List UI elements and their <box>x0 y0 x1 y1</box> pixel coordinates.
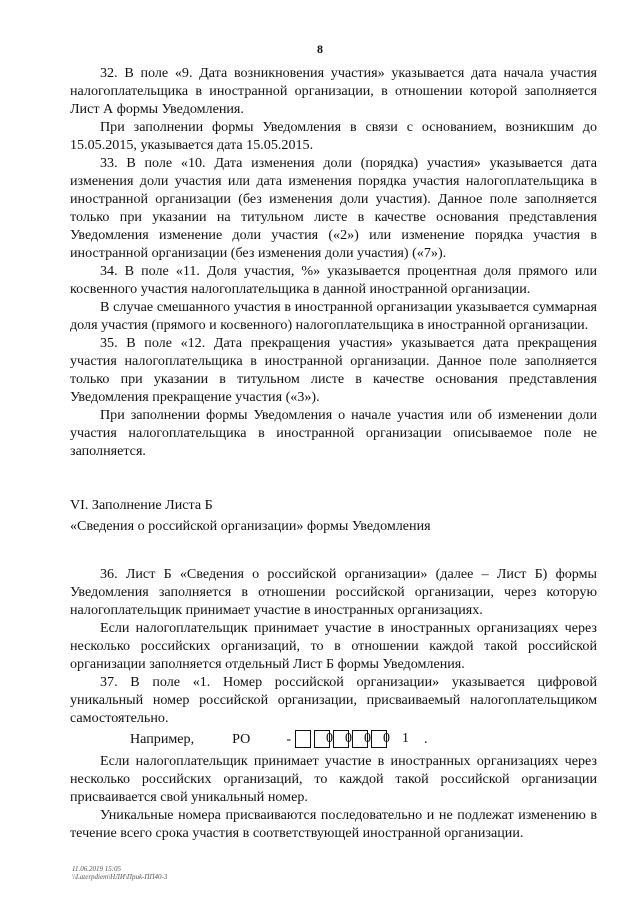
digit-box: 1 <box>371 730 387 748</box>
paragraph-34-note: В случае смешанного участия в иностранной организации указывается суммарная доля участия (прямого и косвенного) налогоплательщика в иностранной организации. <box>70 299 597 333</box>
example-period: . <box>424 731 428 747</box>
section-heading <box>70 496 597 535</box>
paragraph-35: 35. В поле «12. Дата прекращения участия» указывается дата прекращения участия налогоплательщика в иностранной организации. Данное поле заполняется только при указании в титульном листе в качестве основания представления Уведомления прекращение участия («3»). <box>70 335 597 405</box>
paragraph-37-numbering: Уникальные номера присваиваются последовательно и не подлежат изменению в течение всего срока участия в соответствующей иностранной организации. <box>70 807 597 841</box>
paragraph-32: 32. В поле «9. Дата возникновения участия» указывается дата начала участия налогоплательщика в иностранной организации, в отношении которой заполняется Лист А формы Уведомления. <box>70 65 597 117</box>
page-number: 8 <box>317 42 323 56</box>
section-heading-title: VI. Заполнение Листа Б <box>70 497 213 513</box>
document-body <box>70 64 597 842</box>
digit-box: 0 <box>352 730 368 748</box>
paragraph-37: 37. В поле «1. Номер российской организации» указывается цифровой уникальный номер российской организации, присваиваемый налогоплательщиком самостоятельно. <box>70 674 597 726</box>
footer-path: \\Laterpdiem\НЛИ\Приk-ПП40-3 <box>72 873 168 881</box>
digit-box: 0 <box>295 730 311 748</box>
paragraph-33: 33. В поле «10. Дата изменения доли (порядка) участия» указывается дата изменения доли участия или дата изменения порядка участия налогоплательщика в иностранной организации (без изменения доли участия). Данное поле заполняется только при указании на титульном листе в качестве основания представления Уведомления изменение доли участия («2») или изменение порядка участия в иностранной организации (без изменения доли участия) («7»). <box>70 155 597 261</box>
print-footer <box>72 865 167 881</box>
example-dash: - <box>286 731 292 747</box>
example-label: Например, <box>130 731 195 747</box>
paragraph-36: 36. Лист Б «Сведения о российской организации» (далее – Лист Б) формы Уведомления заполняется в отношении российской организации, через которую налогоплательщик принимает участие в иностранных организациях. <box>70 566 597 618</box>
paragraph-37-note: Если налогоплательщик принимает участие в иностранных организациях через несколько российских организаций, то каждой такой российской организации присваивается свой уникальный номер. <box>70 753 597 805</box>
paragraph-35-note: При заполнении формы Уведомления о начале участия или об изменении доли участия налогоплательщика в иностранной организации описываемое поле не заполняется. <box>70 407 597 459</box>
example-number <box>70 728 597 750</box>
digit-box: 0 <box>314 730 330 748</box>
section-heading-subtitle: «Сведения о российской организации» формы Уведомления <box>70 518 431 534</box>
footer-timestamp: 11.06.2019 15:05 <box>72 865 122 873</box>
paragraph-34: 34. В поле «11. Доля участия, %» указывается процентная доля прямого или косвенного участия налогоплательщика в данной иностранной организации. <box>70 263 597 297</box>
paragraph-36-note: Если налогоплательщик принимает участие в иностранных организациях через несколько российских организаций, то в отношении каждой такой российской организации заполняется отдельный Лист Б формы Уведомления. <box>70 620 597 672</box>
paragraph-32-note: При заполнении формы Уведомления в связи с основанием, возникшим до 15.05.2015, указывается дата 15.05.2015. <box>70 119 597 153</box>
example-code: РО <box>232 731 251 747</box>
digit-box: 0 <box>333 730 349 748</box>
